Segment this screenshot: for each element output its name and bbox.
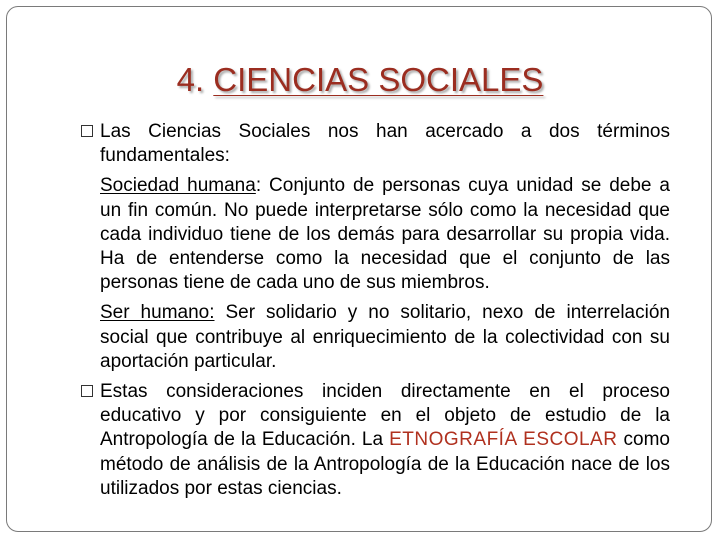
- sociedad-paragraph: [100, 174, 670, 295]
- slide-title: [0, 60, 720, 100]
- sociedad-definition: Conjunto de personas cuya unidad se debe a un fin común. No puede interpretarse sólo como la necesidad que cada individuo tiene de los demás para desarrollar su propia vida. Ha de entenderse como la necesidad que el conjunto de las personas tiene de cada uno de sus miembros.: [100, 175, 670, 294]
- bullet-2-text-after: como método de análisis de la Antropología de la Educación nace de los utilizados por estas ciencias.: [100, 429, 670, 499]
- bullet-1-line-1: Las Ciencias Sociales nos han acercado a dos términos: [100, 121, 670, 142]
- bullet-item-2: [100, 380, 670, 501]
- bullet-1-line-2: fundamentales:: [100, 145, 230, 167]
- sociedad-colon: :: [255, 175, 262, 197]
- etnografia-highlight: ETNOGRAFÍA ESCOLAR: [389, 429, 618, 451]
- square-bullet-icon: [81, 125, 93, 137]
- ser-paragraph: [100, 301, 670, 374]
- title-text: CIENCIAS SOCIALES: [213, 61, 544, 98]
- ser-term: Ser humano:: [100, 302, 215, 324]
- bullet-item-1: [100, 120, 670, 168]
- sociedad-term: Sociedad humana: [100, 175, 256, 197]
- ser-definition: Ser solidario y no solitario, nexo de interrelación social que contribuye al enriquecimiento de la colectividad con su aportación particular.: [100, 302, 670, 372]
- slide-content: [100, 120, 670, 501]
- title-number: 4.: [176, 61, 205, 98]
- square-bullet-icon: [81, 385, 93, 397]
- bullet-2-text-before: Estas consideraciones inciden directamente en el proceso educativo y por consiguiente en el objeto de estudio de la Antropología de la Educación. La: [100, 381, 670, 451]
